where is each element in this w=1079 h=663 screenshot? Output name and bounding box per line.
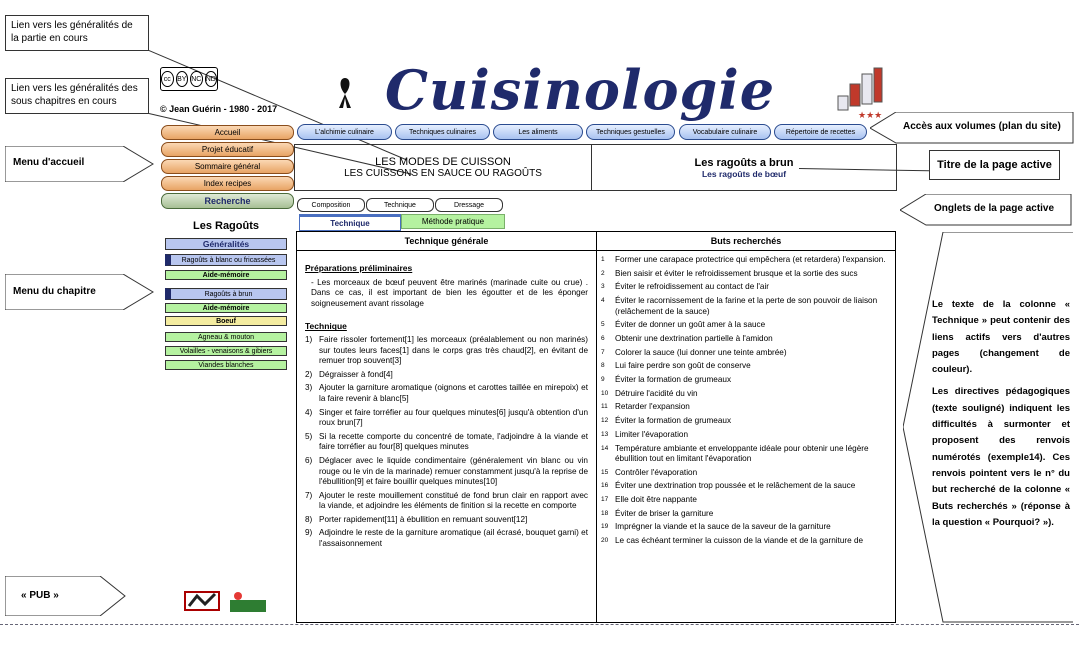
title-left-box: [294, 144, 592, 191]
title-right-box: [591, 144, 897, 191]
copyright-text: © Jean Guérin - 1980 - 2017: [160, 104, 278, 114]
goal-item: 10 Détruire l'acidité du vin: [601, 388, 698, 398]
menu-accueil-label: Menu d'accueil: [13, 157, 85, 168]
chapter-item-aide-memoire-2[interactable]: Aide-mémoire: [165, 303, 287, 313]
menu-chapitre-callout: [5, 274, 155, 310]
creative-commons-badge: cc BY NC ND: [160, 67, 218, 91]
goal-item: 13 Limiter l'évaporation: [601, 429, 689, 439]
subtab-technique[interactable]: Technique: [299, 214, 401, 231]
goal-item: 18 Éviter de briser la garniture: [601, 508, 714, 518]
home-menu-accueil[interactable]: Accueil: [161, 125, 294, 140]
goal-item: 19 Imprégner la viande et la sauce de la saveur de la garniture: [601, 522, 831, 532]
note-paragraph-1: Le texte de la colonne « Technique » peut contenir des liens actifs vers d'autres pages (changement de couleur).: [932, 299, 1070, 376]
goal-item: 3 Éviter le refroidissement au contact de l'air: [601, 282, 770, 292]
list-item[interactable]: 5) Si la recette comporte du concentré de tomate, l'adjoindre à la viande et faire torréfier au four[8] quelques minutes: [305, 431, 588, 452]
volume-alchimie[interactable]: L'alchimie culinaire: [297, 124, 392, 140]
home-menu-projet[interactable]: Projet éducatif: [161, 142, 294, 157]
goals-column: [597, 232, 895, 622]
goal-item: 15 Contrôler l'évaporation: [601, 467, 698, 477]
acces-volumes-label: Accès aux volumes (plan du site): [903, 121, 1061, 132]
goal-item: 1 Former une carapace protectrice qui empêchera (et retardera) l'expansion.: [601, 255, 886, 264]
stars-icon: ★★★: [858, 110, 883, 120]
chapter-title: Les Ragoûts: [192, 220, 259, 232]
callout-generalites-sous: Lien vers les généralités des sous chapitres en cours: [5, 78, 149, 114]
title-left-line2[interactable]: LES CUISSONS EN SAUCE OU RAGOÛTS: [344, 168, 542, 179]
title-right-line2: Les ragoûts de bœuf: [701, 168, 787, 179]
goal-item: 14 Température ambiante et enveloppante idéale pour obtenir une légère ébullition tout en limitant l'évaporation: [601, 443, 869, 463]
chapter-item-ragouts-blanc[interactable]: Ragoûts à blanc ou fricassées: [165, 254, 287, 266]
tab-technique[interactable]: Technique: [366, 198, 434, 212]
chapter-item-generalites[interactable]: Généralités: [165, 238, 287, 250]
technique-title: Technique: [305, 321, 347, 332]
pub-callout: [5, 576, 127, 616]
menu-chapitre-label: Menu du chapitre: [13, 286, 96, 297]
title-right-line1: Les ragoûts a brun: [694, 156, 794, 169]
note-paragraph-2: Les directives pédagogiques (texte souligné) indiquent les difficultés à surmonter et proposent des renvois numérotés (exemple14). Ces renvois pointent vers le n° du but recherché de la colonne « Buts recherchés » (réponse à la question « Pourquoi? »).: [932, 386, 1070, 528]
goal-item: 8 Lui faire perdre son goût de conserve: [601, 361, 751, 371]
chapter-item-boeuf[interactable]: Boeuf: [165, 316, 287, 326]
goal-item: 2 Bien saisir et éviter le refroidissement brusque et la sortie des sucs: [601, 268, 858, 278]
tab-dressage[interactable]: Dressage: [435, 198, 503, 212]
ribbon-icon: [336, 76, 354, 110]
list-item[interactable]: 8) Porter rapidement[11] à ébullition en remuant souvent[12]: [305, 514, 528, 524]
list-item[interactable]: 2) Dégraisser à fond[4]: [305, 369, 393, 379]
goal-item: 16 Éviter une dextrination trop poussée et le relâchement de la sauce: [601, 481, 856, 491]
title-left-line1[interactable]: LES MODES DE CUISSON: [375, 156, 511, 168]
list-item[interactable]: 4) Singer et faire torréfier au four quelques minutes[6] jusqu'à obtention d'un roux brun[7]: [305, 407, 588, 428]
goals-list: [597, 251, 895, 547]
callout-generalites-partie: Lien vers les généralités de la partie en cours: [5, 15, 149, 51]
volume-aliments[interactable]: Les aliments: [493, 124, 583, 140]
volume-techniques-gestuelles[interactable]: Techniques gestuelles: [586, 124, 675, 140]
content-table: [296, 231, 896, 623]
list-item[interactable]: 3) Ajouter la garniture aromatique (oignons et carottes taillée en mirepoix) et la faire revenir à blanc[5]: [305, 383, 588, 403]
col-left-header: Technique générale: [297, 232, 596, 251]
goal-item: 4 Éviter le racornissement de la farine et la perte de son pouvoir de liaison (relâchement de la sauce): [601, 296, 878, 316]
goal-item: 11 Retarder l'expansion: [601, 402, 690, 412]
list-item[interactable]: 6) Déglacer avec le liquide condimentaire (généralement vin blanc ou vin rouge ou le vin de la marinade) remuer constamment jusqu'à la reprise de l'ébullition[9] et faire bouillir quelques minutes[10]: [305, 455, 588, 487]
goal-item: 12 Éviter la formation de grumeaux: [601, 416, 732, 426]
goal-item: 17 Elle doit être nappante: [601, 495, 697, 505]
pub-label: « PUB »: [21, 590, 59, 601]
volume-vocabulaire[interactable]: Vocabulaire culinaire: [679, 124, 771, 140]
home-menu-recherche[interactable]: Recherche: [161, 193, 294, 209]
technique-column: [297, 232, 597, 622]
goal-item: 20 Le cas échéant terminer la cuisson de la viande et de la garniture de: [601, 536, 864, 546]
chapter-item-agneau[interactable]: Agneau & mouton: [165, 332, 287, 342]
pub-logo-icon[interactable]: [228, 590, 268, 614]
acces-volumes-callout: [870, 112, 1074, 144]
explanatory-note: [932, 297, 1070, 531]
onglets-callout: [900, 194, 1072, 226]
pub-logo-icon[interactable]: [183, 588, 221, 614]
chapter-item-viandes-blanches[interactable]: Viandes blanches: [165, 360, 287, 370]
chapter-item-aide-memoire-1[interactable]: Aide-mémoire: [165, 270, 287, 280]
volume-techniques-culinaires[interactable]: Techniques culinaires: [395, 124, 490, 140]
list-item[interactable]: 9) Adjoindre le reste de la garniture aromatique (ail écrasé, bouquet garni) et l'assaisonnement: [305, 528, 588, 549]
goal-item: 5 Éviter de donner un goût amer à la sauce: [601, 320, 766, 330]
callout-titre-page: Titre de la page active: [929, 150, 1060, 180]
col-right-header: Buts recherchés: [597, 232, 895, 251]
steps-list: [305, 335, 588, 550]
prelim-title: Préparations préliminaires: [305, 263, 413, 273]
tab-composition[interactable]: Composition: [297, 198, 365, 212]
subtab-methode-pratique[interactable]: Méthode pratique: [401, 214, 505, 229]
home-menu-sommaire[interactable]: Sommaire général: [161, 159, 294, 174]
goal-item: 7 Colorer la sauce (lui donner une teinte ambrée): [601, 347, 787, 357]
chapter-item-volailles[interactable]: Volailles - venaisons & gibiers: [165, 346, 287, 356]
volume-repertoire[interactable]: Répertoire de recettes: [774, 124, 867, 140]
goal-item: 6 Obtenir une dextrination partielle à l'amidon: [601, 333, 773, 343]
chapter-item-ragouts-brun[interactable]: Ragoûts à brun: [165, 288, 287, 300]
menu-accueil-callout: [5, 146, 155, 182]
chef-hats-icon: [834, 66, 886, 122]
goal-item: 9 Éviter la formation de grumeaux: [601, 375, 732, 385]
list-item[interactable]: 1) Faire rissoler fortement[1] les morceaux (préalablement ou non marinés) sur toutes leurs faces[1] dans le corps gras très chaud[2], en évitant de remuer trop souvent[3]: [305, 334, 588, 366]
list-item[interactable]: 7) Ajouter le reste mouillement constitué de fond brun clair en rapport avec la viande, et adjoindre les éléments de finition si la recette en comporte: [305, 490, 588, 511]
home-menu-index[interactable]: Index recipes: [161, 176, 294, 191]
onglets-label: Onglets de la page active: [934, 203, 1055, 214]
page-divider: [0, 624, 1079, 625]
site-logo-title: Cuisinologie: [385, 58, 776, 122]
prelim-text: - Les morceaux de bœuf peuvent être marinés (marinade cuite ou crue) . Dans ce cas, il est important de bien les égoutter et de les éponger soigneusement avant rissolage: [311, 277, 588, 308]
